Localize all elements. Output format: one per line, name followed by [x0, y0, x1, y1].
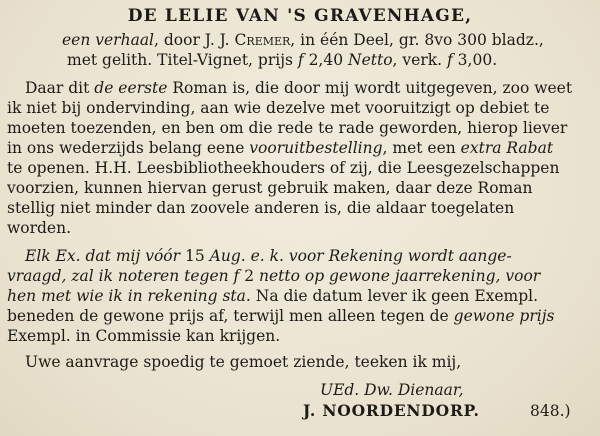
- signature-name: J. NOORDENDORP.: [303, 401, 480, 420]
- subtitle-line-1: een verhaal, door J. J. Cremer, in één Deel, gr. 8vo 300 bladz.,: [62, 31, 544, 49]
- subtitle-line-2: met gelith. Titel-Vignet, prijs f 2,40 Netto, verk. f 3,00.: [67, 51, 498, 69]
- para1-line-7: stellig niet minder dan zoovele anderen is, die aldaar toegelaten: [7, 199, 515, 217]
- subtitle-genre: een verhaal: [62, 31, 155, 49]
- para2-line-1: Elk Ex. dat mij vóór 15 Aug. e. k. voor Rekening wordt aange-: [25, 247, 512, 265]
- book-title: DE LELIE VAN 'S GRAVENHAGE,: [127, 6, 473, 26]
- para2-line-3: hen met wie ik in rekening sta. Na die datum lever ik geen Exempl.: [7, 287, 539, 305]
- para1-line-5: te openen. H.H. Leesbibliotheekhouders of zij, die Leesgezelschappen: [7, 159, 560, 177]
- para1-line-3: moeten toezenden, en ben om die rede te rade geworden, hierop liever: [7, 119, 568, 137]
- para2-line-4: beneden de gewone prijs af, terwijl men alleen tegen de gewone prijs: [7, 307, 555, 325]
- signature-salutation: UEd. Dw. Dienaar,: [320, 381, 464, 399]
- ad-number: 848.): [530, 402, 571, 420]
- para1-line-2: ik niet bij ondervinding, aan wie dezelve met vooruitzigt op debiet te: [7, 99, 550, 117]
- para2-line-2: vraagd, zal ik noteren tegen f 2 netto op gewone jaarrekening, voor: [7, 267, 541, 285]
- para1-line-1: Daar dit de eerste Roman is, die door mij wordt uitgegeven, zoo weet: [25, 79, 573, 97]
- para1-line-4: in ons wederzijds belang eene vooruitbestelling, met een extra Rabat: [7, 139, 554, 157]
- closing-line: Uwe aanvrage spoedig te gemoet ziende, teeken ik mij,: [25, 353, 462, 371]
- para1-line-6: voorzien, kunnen hiervan gerust gebruik maken, daar deze Roman: [7, 179, 533, 197]
- author-name: Cremer: [234, 31, 291, 49]
- para1-line-8: worden.: [7, 219, 72, 237]
- para2-line-5: Exempl. in Commissie kan krijgen.: [7, 327, 281, 345]
